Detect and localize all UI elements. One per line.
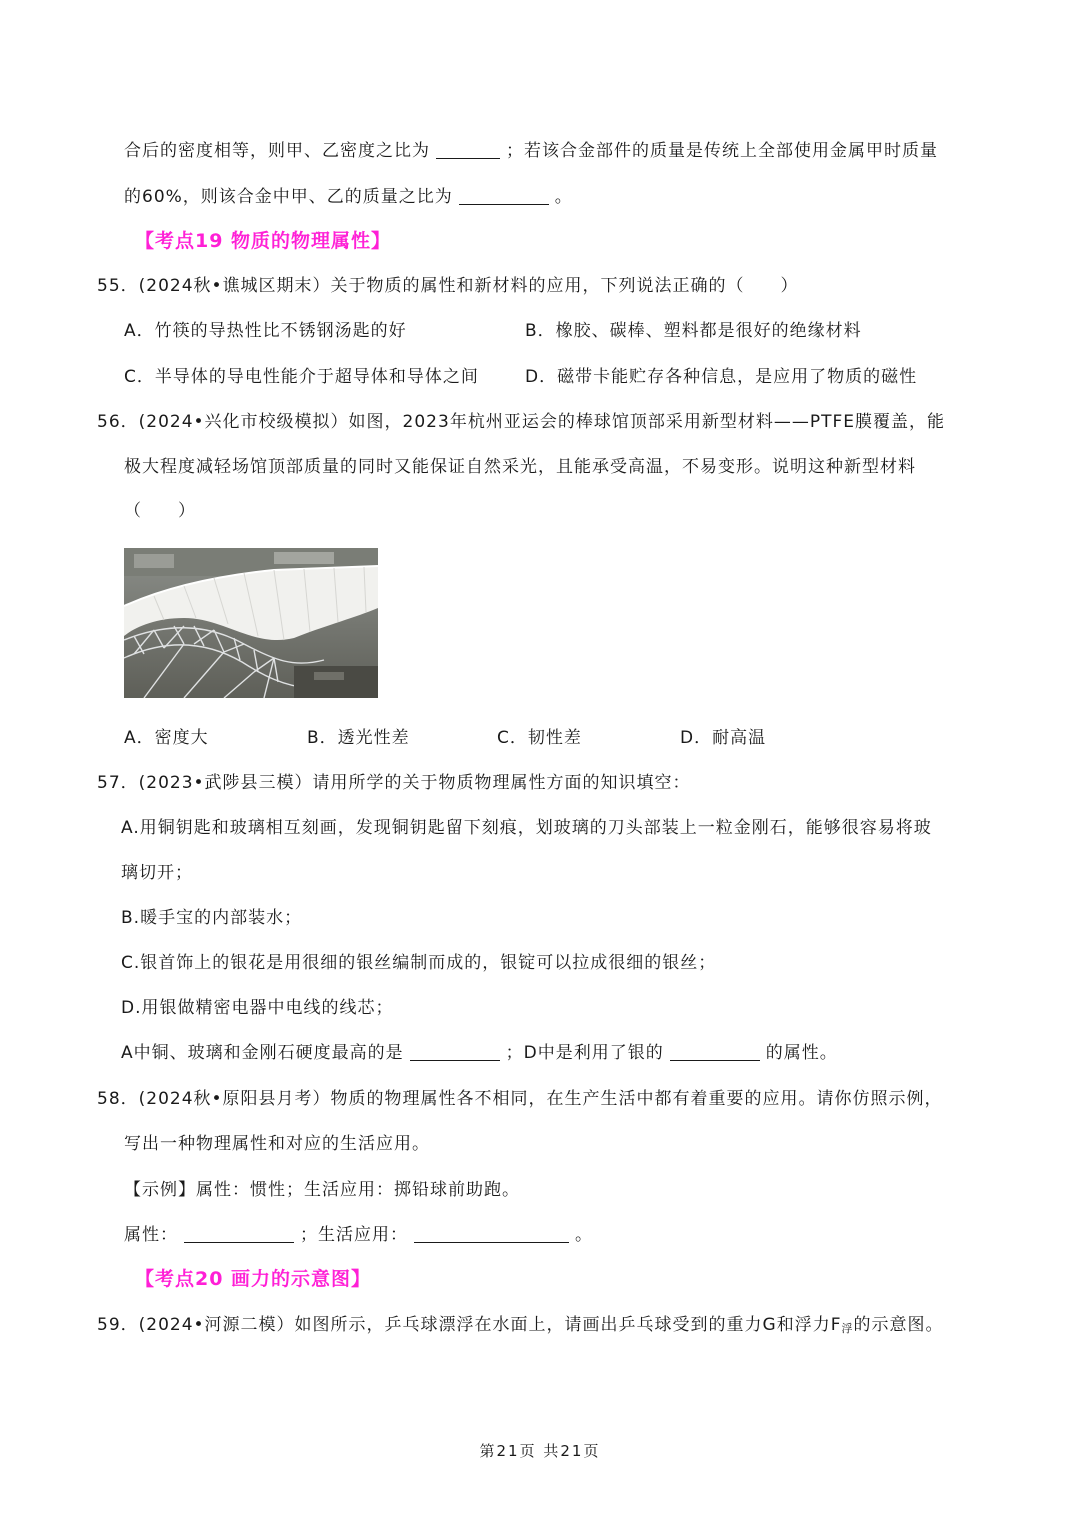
statement-a: A.用铜钥匙和玻璃相互刻画，发现铜钥匙留下刻痕，划玻璃的刀头部装上一粒金刚石，能够很容易将玻 <box>121 818 932 838</box>
question-stem: 59．(2024•河源二模）如图所示，乒乓球漂浮在水面上，请画出乒乓球受到的重力G和浮力$F_浮$的示意图。 <box>97 1315 944 1335</box>
fill-line: 属性： ；生活应用： 。 <box>124 1225 593 1245</box>
option-c: C．韧性差 <box>497 728 582 748</box>
question-stem: 56．(2024•兴化市校级模拟）如图，2023年杭州亚运会的棒球馆顶部采用新型材料——PTFE膜覆盖，能 <box>97 412 945 432</box>
answer-blank <box>459 186 549 205</box>
option-a: A．竹筷的导热性比不锈钢汤匙的好 <box>124 321 407 341</box>
option-b: B．橡胶、碳棒、塑料都是很好的绝缘材料 <box>525 321 862 341</box>
option-d: D．磁带卡能贮存各种信息，是应用了物质的磁性 <box>525 367 918 387</box>
question-stem: 55．(2024秋•谯城区期末）关于物质的属性和新材料的应用，下列说法正确的（ ） <box>97 276 799 296</box>
option-d: D．耐高温 <box>680 728 767 748</box>
answer-blank <box>436 140 500 159</box>
statement-c: C.银首饰上的银花是用很细的银丝编制而成的，银锭可以拉成很细的银丝； <box>121 953 717 973</box>
option-c: C．半导体的导电性能介于超导体和导体之间 <box>124 367 479 387</box>
answer-blank <box>414 1224 569 1243</box>
section-heading: 【考点20 画力的示意图】 <box>135 1268 372 1290</box>
question-stem: 58．(2024秋•原阳县月考）物质的物理属性各不相同，在生产生活中都有着重要的应用。请你仿照示例， <box>97 1089 943 1109</box>
question-stem: 写出一种物理属性和对应的生活应用。 <box>124 1134 430 1154</box>
question-stem: （ ） <box>124 501 196 521</box>
question-stem: 极大程度减轻场馆顶部质量的同时又能保证自然采光，且能承受高温，不易变形。说明这种新型材料 <box>124 457 916 477</box>
answer-blank <box>184 1224 294 1243</box>
answer-blank <box>410 1042 500 1061</box>
page-footer: 第21页 共21页 <box>479 1442 601 1460</box>
example-line: 【示例】属性：惯性；生活应用：掷铅球前助跑。 <box>124 1180 520 1200</box>
fill-line: A中铜、玻璃和金刚石硬度最高的是 ；D中是利用了银的 的属性。 <box>121 1043 838 1063</box>
question-stem: 57．(2023•武陟县三模）请用所学的关于物质物理属性方面的知识填空： <box>97 773 691 793</box>
statement-d: D.用银做精密电器中电线的线芯； <box>121 998 394 1018</box>
text-line: 合后的密度相等，则甲、乙密度之比为 ；若该合金部件的质量是传统上全部使用金属甲时质量 <box>124 141 938 161</box>
statement-b: B.暖手宝的内部装水； <box>121 908 303 928</box>
option-a: A．密度大 <box>124 728 209 748</box>
option-b: B．透光性差 <box>307 728 410 748</box>
stadium-roof-illustration <box>124 548 378 698</box>
stadium-roof-photo <box>124 548 378 698</box>
statement-a-cont: 璃切开； <box>121 863 193 883</box>
answer-blank <box>670 1042 760 1061</box>
text-line: 的60%，则该合金中甲、乙的质量之比为 。 <box>124 187 573 207</box>
section-heading: 【考点19 物质的物理属性】 <box>135 230 392 252</box>
